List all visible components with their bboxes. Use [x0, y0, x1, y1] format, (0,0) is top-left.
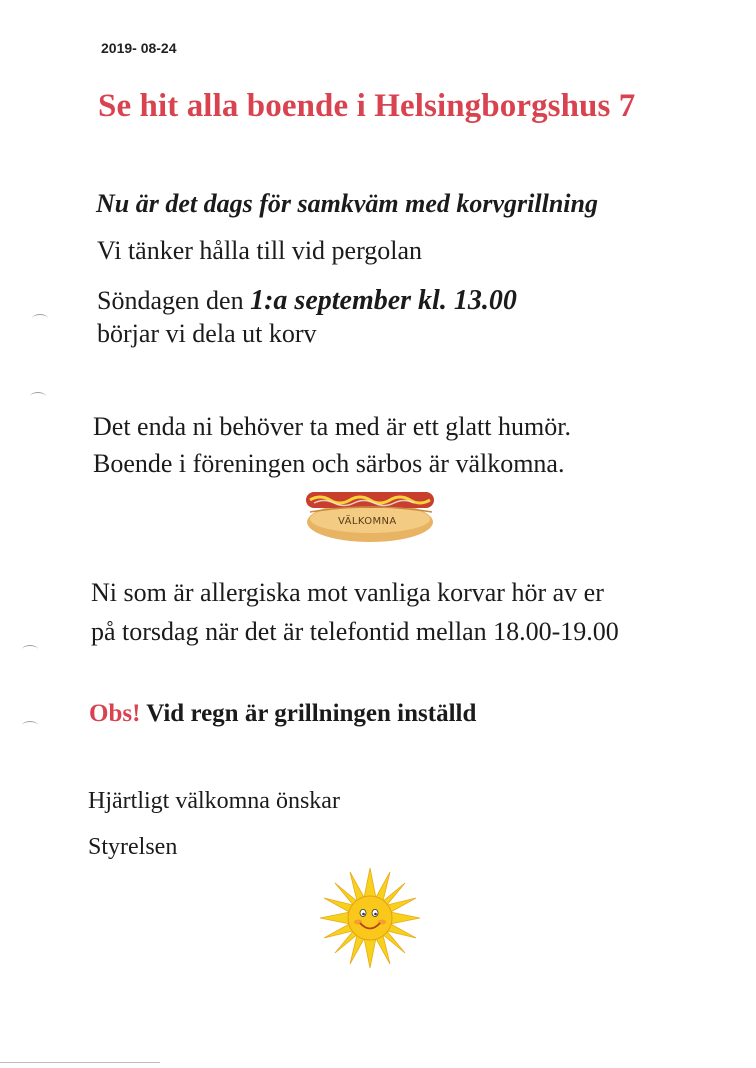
obs-label: Obs! — [89, 700, 141, 727]
residents-line: Boende i föreningen och särbos är välkomna. — [93, 449, 565, 478]
intro-heading: Nu är det dags för samkväm med korvgrillning — [96, 189, 598, 218]
date-time-line — [97, 285, 517, 317]
allergy-line-2: på torsdag när det är telefontid mellan 18.00-19.00 — [91, 617, 619, 646]
signature: Styrelsen — [88, 834, 178, 860]
allergy-line-1: Ni som är allergiska mot vanliga korvar hör av er — [91, 578, 604, 607]
closing-line: Hjärtligt välkomna önskar — [88, 788, 340, 814]
hotdog-label: VÄLKOMNA — [338, 516, 397, 527]
punch-hole-mark — [22, 721, 38, 730]
notice-title: Se hit alla boende i Helsingborgshus 7 — [98, 88, 636, 124]
sun-icon — [318, 866, 422, 970]
rain-notice — [89, 700, 476, 728]
punch-hole-mark — [30, 392, 46, 401]
event-datetime: 1:a september kl. 13.00 — [250, 285, 517, 316]
obs-text: Vid regn är grillningen inställd — [146, 700, 477, 727]
punch-hole-mark — [22, 645, 38, 654]
korv-line: börjar vi dela ut korv — [97, 319, 317, 348]
location-line: Vi tänker hålla till vid pergolan — [97, 236, 423, 265]
hotdog-icon — [300, 486, 440, 546]
punch-hole-mark — [32, 314, 48, 323]
sunday-prefix: Söndagen den — [97, 286, 244, 315]
scan-edge-line — [0, 1062, 160, 1063]
notice-date: 2019- 08-24 — [101, 40, 177, 56]
humor-line: Det enda ni behöver ta med är ett glatt humör. — [93, 412, 571, 441]
